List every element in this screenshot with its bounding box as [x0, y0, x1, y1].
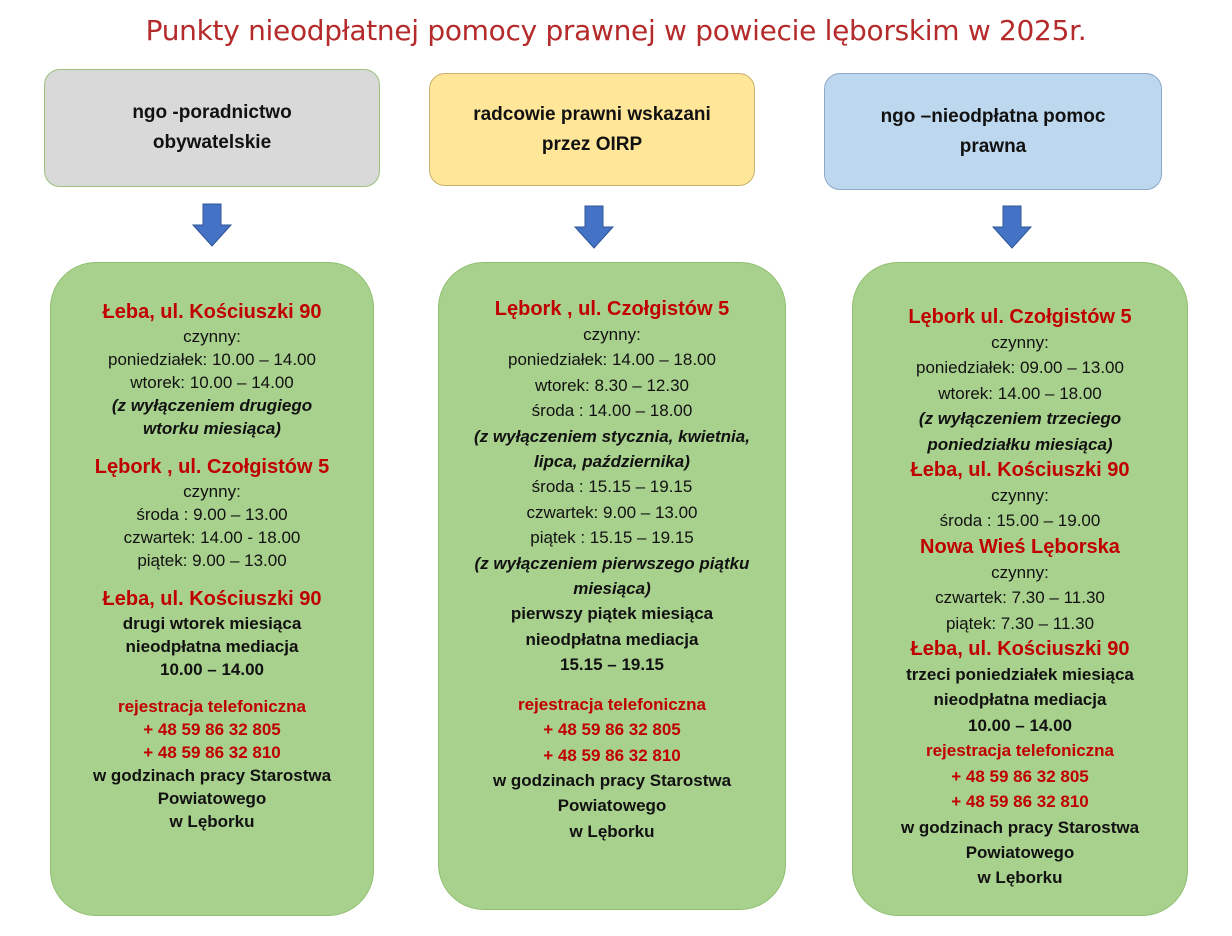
- header-line: radcowie prawni wskazani: [473, 103, 711, 125]
- schedule-line: środa : 14.00 – 18.00: [531, 401, 693, 421]
- open-label: czynny:: [991, 486, 1049, 506]
- schedule-line: poniedziałek: 14.00 – 18.00: [508, 350, 716, 370]
- schedule-line: piątek: 9.00 – 13.00: [137, 551, 287, 570]
- header-line: obywatelskie: [152, 132, 272, 153]
- schedule-line: czwartek: 7.30 – 11.30: [935, 588, 1105, 608]
- mediation-line: 15.15 – 19.15: [560, 655, 664, 675]
- arrow-down-icon: [192, 203, 232, 247]
- schedule-line: wtorek: 14.00 – 18.00: [938, 383, 1102, 403]
- registration-label: rejestracja telefoniczna: [517, 694, 707, 714]
- office-hours-line: Powiatowego: [157, 789, 267, 808]
- mediation-line: pierwszy piątek miesiąca: [510, 604, 714, 624]
- phone-number: + 48 59 86 32 810: [543, 745, 681, 765]
- location-title: Lębork , ul. Czołgistów 5: [494, 298, 730, 320]
- office-hours-line: Powiatowego: [965, 842, 1075, 862]
- exclusion-note: (z wyłączeniem pierwszego piątku: [474, 553, 750, 573]
- office-hours-line: w godzinach pracy Starostwa: [492, 770, 732, 790]
- location-title: Lębork , ul. Czołgistów 5: [94, 456, 330, 478]
- phone-number: + 48 59 86 32 810: [951, 792, 1089, 812]
- phone-number: + 48 59 86 32 805: [543, 720, 681, 740]
- open-label: czynny:: [991, 562, 1049, 582]
- schedule-line: piątek: 7.30 – 11.30: [945, 613, 1095, 633]
- header-line: ngo -poradnictwo: [132, 102, 292, 123]
- office-hours-line: w godzinach pracy Starostwa: [900, 817, 1140, 837]
- exclusion-note: (z wyłączeniem drugiego: [111, 396, 313, 415]
- phone-number: + 48 59 86 32 805: [951, 766, 1089, 786]
- header-line: prawna: [959, 135, 1027, 157]
- phone-number: + 48 59 86 32 805: [143, 720, 281, 739]
- open-label: czynny:: [991, 333, 1049, 352]
- open-label: czynny:: [183, 327, 241, 346]
- card-ngo-civic-counseling: [50, 262, 374, 916]
- location-title: Łeba, ul. Kościuszki 90: [910, 638, 1130, 661]
- office-hours-line: Powiatowego: [557, 796, 667, 816]
- header-line: ngo –nieodpłatna pomoc: [880, 105, 1106, 127]
- office-hours-line: w Lęborku: [169, 812, 255, 831]
- location-title: Łeba, ul. Kościuszki 90: [102, 301, 322, 323]
- open-label: czynny:: [183, 482, 241, 501]
- mediation-line: 10.00 – 14.00: [160, 660, 264, 679]
- schedule-line: wtorek: 10.00 – 14.00: [130, 373, 294, 392]
- schedule-line: piątek : 15.15 – 19.15: [530, 528, 694, 548]
- open-label: czynny:: [583, 325, 641, 344]
- schedule-line: poniedziałek: 09.00 – 13.00: [916, 358, 1124, 378]
- schedule-line: poniedziałek: 10.00 – 14.00: [108, 350, 316, 369]
- card-legal-advisers: [438, 262, 786, 910]
- card-ngo-free-legal-aid: [852, 262, 1188, 916]
- schedule-line: środa : 9.00 – 13.00: [136, 505, 288, 524]
- exclusion-note: poniedziałku miesiąca): [927, 434, 1113, 454]
- arrow-down-icon: [574, 205, 614, 249]
- office-hours-line: w godzinach pracy Starostwa: [92, 766, 332, 785]
- exclusion-note: miesiąca): [573, 579, 651, 599]
- phone-number: + 48 59 86 32 810: [143, 743, 281, 762]
- mediation-line: trzeci poniedziałek miesiąca: [906, 665, 1134, 685]
- mediation-line: nieodpłatna mediacja: [525, 629, 699, 649]
- registration-label: rejestracja telefoniczna: [117, 697, 307, 716]
- office-hours-line: w Lęborku: [977, 868, 1063, 888]
- mediation-line: nieodpłatna mediacja: [125, 637, 299, 656]
- header-ngo-civic-counseling: [44, 69, 380, 187]
- schedule-line: czwartek: 9.00 – 13.00: [526, 502, 698, 522]
- header-legal-advisers: [429, 73, 755, 186]
- exclusion-note: wtorku miesiąca): [143, 419, 281, 438]
- schedule-line: środa : 15.00 – 19.00: [939, 511, 1101, 531]
- mediation-line: 10.00 – 14.00: [968, 715, 1072, 735]
- registration-label: rejestracja telefoniczna: [925, 741, 1115, 761]
- mediation-line: nieodpłatna mediacja: [933, 690, 1107, 710]
- location-title: Lębork ul. Czołgistów 5: [908, 306, 1132, 328]
- header-ngo-free-legal-aid: [824, 73, 1162, 190]
- page-title: Punkty nieodpłatnej pomocy prawnej w powiecie lęborskim w 2025r.: [145, 14, 1087, 47]
- mediation-line: drugi wtorek miesiąca: [122, 614, 302, 633]
- schedule-line: wtorek: 8.30 – 12.30: [534, 375, 690, 395]
- schedule-line: czwartek: 14.00 - 18.00: [123, 528, 301, 547]
- location-title: Nowa Wieś Lęborska: [920, 535, 1120, 558]
- exclusion-note: (z wyłączeniem stycznia, kwietnia,: [474, 426, 750, 446]
- exclusion-note: lipca, października): [534, 452, 690, 472]
- office-hours-line: w Lęborku: [569, 821, 655, 841]
- arrow-down-icon: [992, 205, 1032, 249]
- exclusion-note: (z wyłączeniem trzeciego: [918, 409, 1122, 429]
- location-title: Łeba, ul. Kościuszki 90: [910, 459, 1130, 482]
- header-line: przez OIRP: [541, 133, 643, 155]
- schedule-line: środa : 15.15 – 19.15: [531, 477, 693, 497]
- location-title: Łeba, ul. Kościuszki 90: [102, 588, 322, 610]
